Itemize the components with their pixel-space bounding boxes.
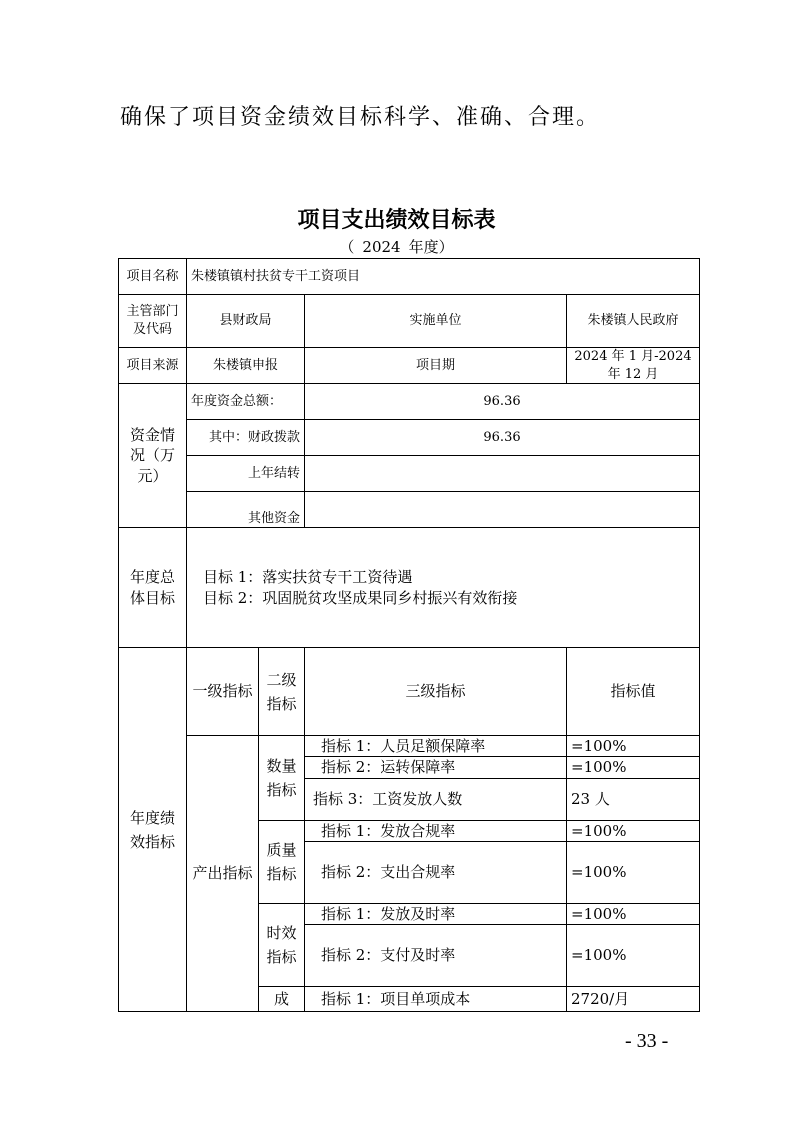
indicator-value: =100% (567, 820, 700, 841)
annual-goal-content (187, 528, 700, 648)
indicator-value: =100% (567, 841, 700, 903)
indicator-name: 指标 1：发放合规率 (305, 820, 567, 841)
project-name-label: 项目名称 (119, 259, 187, 295)
indicators-section-label: 年度绩效指标 (119, 648, 187, 1012)
annual-goal-label: 年度总体目标 (119, 528, 187, 648)
performance-table (118, 258, 700, 1012)
level1-output: 产出指标 (187, 736, 259, 1012)
level2-timeliness: 时效指标 (259, 903, 305, 986)
funds-carryover-value (305, 456, 700, 492)
col-level1: 一级指标 (187, 648, 259, 736)
indicator-name: 指标 2：支付及时率 (305, 925, 567, 987)
page-number: - 33 - (625, 1030, 669, 1052)
indicator-name: 指标 3：工资发放人数 (305, 778, 567, 820)
period-value: 2024 年 1 月-2024 年 12 月 (567, 348, 700, 384)
indicator-name: 指标 2：支出合规率 (305, 841, 567, 903)
col-level3: 三级指标 (305, 648, 567, 736)
period-label: 项目期 (305, 348, 567, 384)
funds-fiscal-label: 其中：财政拨款 (187, 420, 305, 456)
year-value: 2024 (362, 238, 401, 256)
indicator-value: =100% (567, 736, 700, 757)
indicator-value: =100% (567, 925, 700, 987)
goal-line: 目标 1：落实扶贫专干工资待遇 (203, 568, 413, 587)
impl-label: 实施单位 (305, 295, 567, 348)
indicator-value: 23 人 (567, 778, 700, 820)
source-label: 项目来源 (119, 348, 187, 384)
year-open: （ (339, 238, 355, 256)
project-name-value: 朱楼镇镇村扶贫专干工资项目 (187, 259, 700, 295)
indicator-name: 指标 1：项目单项成本 (305, 987, 567, 1012)
level2-quality: 质量指标 (259, 820, 305, 903)
funds-label: 资金情况（万元） (119, 384, 187, 528)
col-value: 指标值 (567, 648, 700, 736)
funds-carryover-label: 上年结转 (187, 456, 305, 492)
col-level2: 二级指标 (259, 648, 305, 736)
impl-value: 朱楼镇人民政府 (567, 295, 700, 348)
indicator-value: 2720/月 (567, 987, 700, 1012)
indicator-value: =100% (567, 903, 700, 924)
level2-cost: 成 (259, 987, 305, 1012)
source-value: 朱楼镇申报 (187, 348, 305, 384)
funds-other-value (305, 492, 700, 528)
indicator-name: 指标 1：发放及时率 (305, 903, 567, 924)
dept-label: 主管部门及代码 (119, 295, 187, 348)
funds-other-label: 其他资金 (187, 492, 305, 528)
funds-total-value: 96.36 (305, 384, 700, 420)
table-title: 项目支出绩效目标表 (297, 208, 496, 233)
indicator-name: 指标 1：人员足额保障率 (305, 736, 567, 757)
funds-fiscal-value: 96.36 (305, 420, 700, 456)
indicator-name: 指标 2：运转保障率 (305, 757, 567, 778)
funds-total-label: 年度资金总额： (187, 384, 305, 420)
indicator-value: =100% (567, 757, 700, 778)
year-suffix: 年度） (408, 238, 454, 256)
intro-paragraph: 确保了项目资金绩效目标科学、准确、合理。 (120, 105, 601, 130)
year-line (0, 236, 793, 257)
dept-value: 县财政局 (187, 295, 305, 348)
level2-quantity: 数量指标 (259, 736, 305, 821)
goal-line: 目标 2：巩固脱贫攻坚成果同乡村振兴有效衔接 (203, 588, 518, 607)
